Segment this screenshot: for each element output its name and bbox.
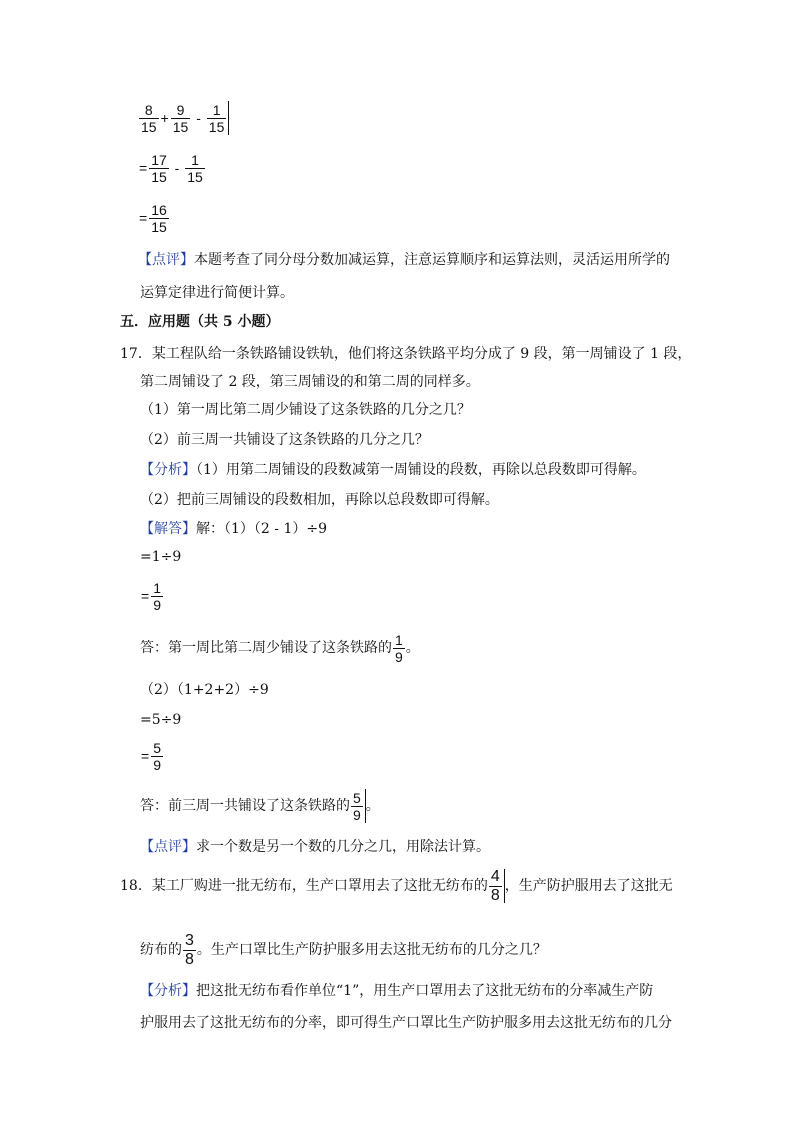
q17-part2: （2）（1+2+2）÷9 bbox=[140, 682, 269, 698]
fraction: $\frac{3}{8}$ bbox=[185, 931, 194, 968]
q17-step2: =5÷9 bbox=[140, 712, 182, 728]
analysis-tag: 【分析】 bbox=[140, 983, 196, 999]
fraction: $\frac{1}{15}$ bbox=[187, 151, 203, 185]
q16-comment: 【点评】本题考查了同分母分数加减运算，注意运算顺序和运算法则，灵活运用所学的 bbox=[138, 252, 670, 268]
q18-stem-line1: 18．某工厂购进一批无纺布，生产口罩用去了这批无纺布的 $\frac{4}{8}$ ，生产防护服用去了这批无 bbox=[120, 867, 673, 904]
fraction: $\frac{1}{9}$ bbox=[395, 631, 403, 665]
q16-comment-cont: 运算定律进行简便计算。 bbox=[140, 285, 294, 301]
expression-step-1: = $\frac{17}{15}$ - $\frac{1}{15}$ bbox=[139, 151, 203, 185]
q17-result2: = $\frac{5}{9}$ bbox=[141, 739, 161, 773]
answer-tag: 【解答】 bbox=[140, 521, 196, 537]
q18-stem-line2: 纺布的 $\frac{3}{8}$ 。生产口罩比生产防护服多用去这批无纺布的几分之几？ bbox=[140, 931, 547, 968]
plus-sign: + bbox=[160, 110, 169, 126]
q17-answer: 【解答】解：（1）（2 - 1）÷9 bbox=[140, 521, 327, 537]
q17-sub1: （1）第一周比第二周少铺设了这条铁路的几分之几？ bbox=[140, 402, 471, 418]
q17-analysis: 【分析】（1）用第二周铺设的段数减第一周铺设的段数，再除以总段数即可得解。 bbox=[140, 462, 646, 478]
fraction: $\frac{9}{15}$ bbox=[172, 101, 189, 135]
fraction: $\frac{4}{8}$ bbox=[490, 867, 500, 904]
comment-tag: 【点评】 bbox=[138, 252, 194, 268]
comment-tag: 【点评】 bbox=[140, 839, 196, 855]
fraction: $\frac{16}{15}$ bbox=[151, 201, 167, 235]
analysis-tag: 【分析】 bbox=[140, 462, 196, 478]
q17-analysis-cont: （2）把前三周铺设的段数相加，再除以总段数即可得解。 bbox=[140, 492, 499, 508]
q17-step1: =1÷9 bbox=[140, 549, 182, 565]
q17-result1: = $\frac{1}{9}$ bbox=[141, 579, 161, 613]
q17-answer2: 答：前三周一共铺设了这条铁路的 $\frac{5}{9}$ 。 bbox=[140, 789, 380, 823]
fraction: $\frac{1}{15}$ bbox=[208, 101, 225, 135]
fraction: $\frac{17}{15}$ bbox=[151, 151, 167, 185]
q18-analysis: 【分析】把这批无纺布看作单位“1”，用生产口罩用去了这批无纺布的分率减生产防 bbox=[140, 983, 654, 999]
fraction: $\frac{1}{9}$ bbox=[153, 579, 161, 613]
section-title: 五．应用题（共 5 小题） bbox=[120, 314, 280, 330]
expression-step-2: = $\frac{16}{15}$ bbox=[139, 201, 167, 235]
q18-analysis-cont: 护服用去了这批无纺布的分率，即可得生产口罩比生产防护服多用去这批无纺布的几分 bbox=[140, 1015, 672, 1031]
expression-line bbox=[138, 100, 229, 136]
text-cursor bbox=[228, 101, 229, 135]
fraction: $\frac{5}{9}$ bbox=[353, 789, 361, 823]
q17-comment: 【点评】求一个数是另一个数的几分之几，用除法计算。 bbox=[140, 839, 490, 855]
fraction: $\frac{5}{9}$ bbox=[153, 739, 161, 773]
minus-sign: - bbox=[192, 110, 205, 126]
q17-stem-line1: 17．某工程队给一条铁路铺设铁轨，他们将这条铁路平均分成了 9 段，第一周铺设了 1 段， bbox=[120, 346, 692, 362]
q17-sub2: （2）前三周一共铺设了这条铁路的几分之几？ bbox=[140, 432, 429, 448]
q17-stem-line2: 第二周铺设了 2 段，第三周铺设的和第二周的同样多。 bbox=[140, 374, 480, 390]
q17-answer1: 答：第一周比第二周少铺设了这条铁路的 $\frac{1}{9}$ 。 bbox=[140, 631, 420, 665]
fraction: $\frac{8}{15}$ bbox=[141, 101, 157, 135]
